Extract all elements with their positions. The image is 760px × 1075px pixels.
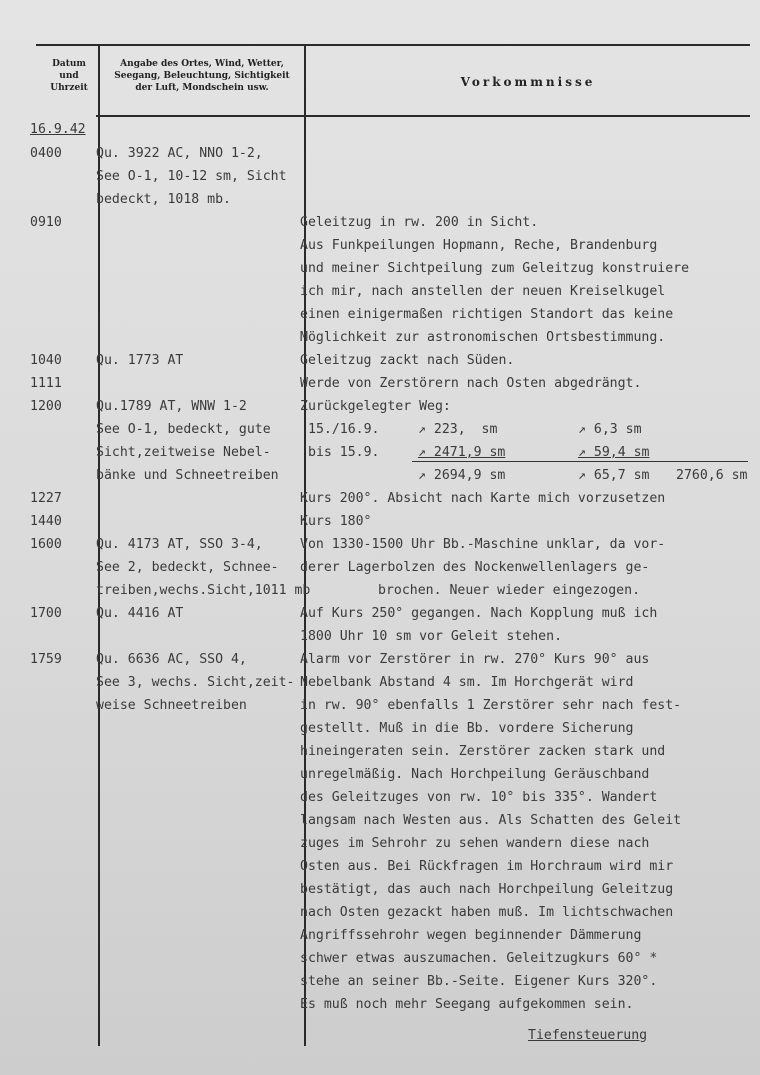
entry-time: 1440 [30, 514, 62, 529]
entry-time: 1040 [30, 353, 62, 368]
header-col2-line3: der Luft, Mondschein usw. [135, 83, 269, 93]
log-date: 16.9.42 [30, 122, 86, 137]
entry-time: 0910 [30, 215, 62, 230]
distance-row-a: ↗ 223, sm [418, 422, 498, 437]
entry-time: 1700 [30, 606, 62, 621]
entry-events: Alarm vor Zerstörer in rw. 270° Kurs 90° aus Nebelbank Abstand 4 sm. Im Horchgerät wird in rw. 90° ebenfalls 1 Zerstörer sehr nach fest- gestellt. Muß in die Bb. vordere Sicherung hineingeraten sein. Zerstörer zacken stark und unregelmäßig. Nach Horchpeilung Geräuschband des Geleitzuges von rw. 10° bis 335°. Wandert langsam nach Westen aus. Als Schatten des Geleit zuges im Sehrohr zu sehen wandern diese nach Osten aus. Bei Rückfragen im Horchraum wird mir bestätigt, das auch nach Horchpeilung Geleitzug nach Osten gezackt haben muß. Im lichtschwachen Angriffssehrohr wegen beginnender Dämmerung schwer etwas auszumachen. Geleitzugkurs 60° * stehe an seiner Bb.-Seite. Eigener Kurs 320°. Es muß noch mehr Seegang aufgekommen sein. [300, 652, 682, 1012]
header-col1-line2: und [59, 71, 79, 81]
distance-row-b: ↗ 65,7 sm [578, 468, 650, 483]
entry-place: Qu. 1773 AT [96, 353, 184, 368]
distance-sum-rule [412, 461, 748, 462]
header-col2-line1: Angabe des Ortes, Wind, Wetter, [120, 59, 284, 69]
entry-events: Werde von Zerstörern nach Osten abgedrängt. [300, 376, 642, 391]
header-col1-line3: Uhrzeit [50, 83, 88, 93]
entry-place: Qu. 6636 AC, SSO 4, See 3, wechs. Sicht,zeit- weise Schneetreiben [96, 652, 295, 713]
distance-row-label: bis 15.9. [308, 445, 380, 460]
header-date-time [40, 58, 98, 94]
entry-place: Qu. 3922 AC, NNO 1-2, See O-1, 10-12 sm, Sicht bedeckt, 1018 mb. [96, 146, 287, 207]
entry-place: Qu. 4416 AT [96, 606, 184, 621]
distance-total: 2760,6 sm [676, 468, 748, 483]
entry-place: Qu.1789 AT, WNW 1-2 See O-1, bedeckt, gute Sicht,zeitweise Nebel- bänke und Schneetreiben [96, 399, 279, 483]
entry-events: Kurs 200°. Absicht nach Karte mich vorzusetzen [300, 491, 666, 506]
entry-events: Zurückgelegter Weg: [300, 399, 451, 414]
distance-row-label: 15./16.9. [308, 422, 380, 437]
entry-events: Kurs 180° [300, 514, 372, 529]
distance-row-a: ↗ 2471,9 sm [418, 445, 506, 460]
header-events: Vorkommnisse [460, 75, 596, 89]
entry-events: Von 1330-1500 Uhr Bb.-Maschine unklar, da vor- derer Lagerbolzen des Nockenwellenlagers ge- brochen. Neuer wieder eingezogen. [300, 537, 666, 598]
footer-heading: Tiefensteuerung [528, 1028, 648, 1043]
entry-time: 1227 [30, 491, 62, 506]
entry-time: 0400 [30, 146, 62, 161]
entry-time: 1200 [30, 399, 62, 414]
distance-row-b: ↗ 6,3 sm [578, 422, 642, 437]
header-col1-line1: Datum [52, 59, 86, 69]
header-location-weather [100, 58, 304, 94]
entry-events: Auf Kurs 250° gegangen. Nach Kopplung muß ich 1800 Uhr 10 sm vor Geleit stehen. [300, 606, 658, 644]
entry-time: 1600 [30, 537, 62, 552]
entry-events: Geleitzug in rw. 200 in Sicht. Aus Funkpeilungen Hopmann, Reche, Brandenburg und meiner Sichtpeilung zum Geleitzug konstruiere ich mir, nach anstellen der neuen Kreiselkugel einen einigermaßen richtigen Standort das keine Möglichkeit zur astronomischen Ortsbestimmung. [300, 215, 690, 345]
distance-row-a: ↗ 2694,9 sm [418, 468, 506, 483]
header-top-rule [36, 44, 750, 46]
entry-events: Geleitzug zackt nach Süden. [300, 353, 515, 368]
entry-time: 1111 [30, 376, 62, 391]
header-col2-line2: Seegang, Beleuchtung, Sichtigkeit [114, 71, 290, 81]
entry-place: Qu. 4173 AT, SSO 3-4, See 2, bedeckt, Schnee- treiben,wechs.Sicht,1011 mb [96, 537, 311, 598]
distance-row-b: ↗ 59,4 sm [578, 445, 650, 460]
header-bottom-rule [96, 115, 750, 117]
entry-time: 1759 [30, 652, 62, 667]
